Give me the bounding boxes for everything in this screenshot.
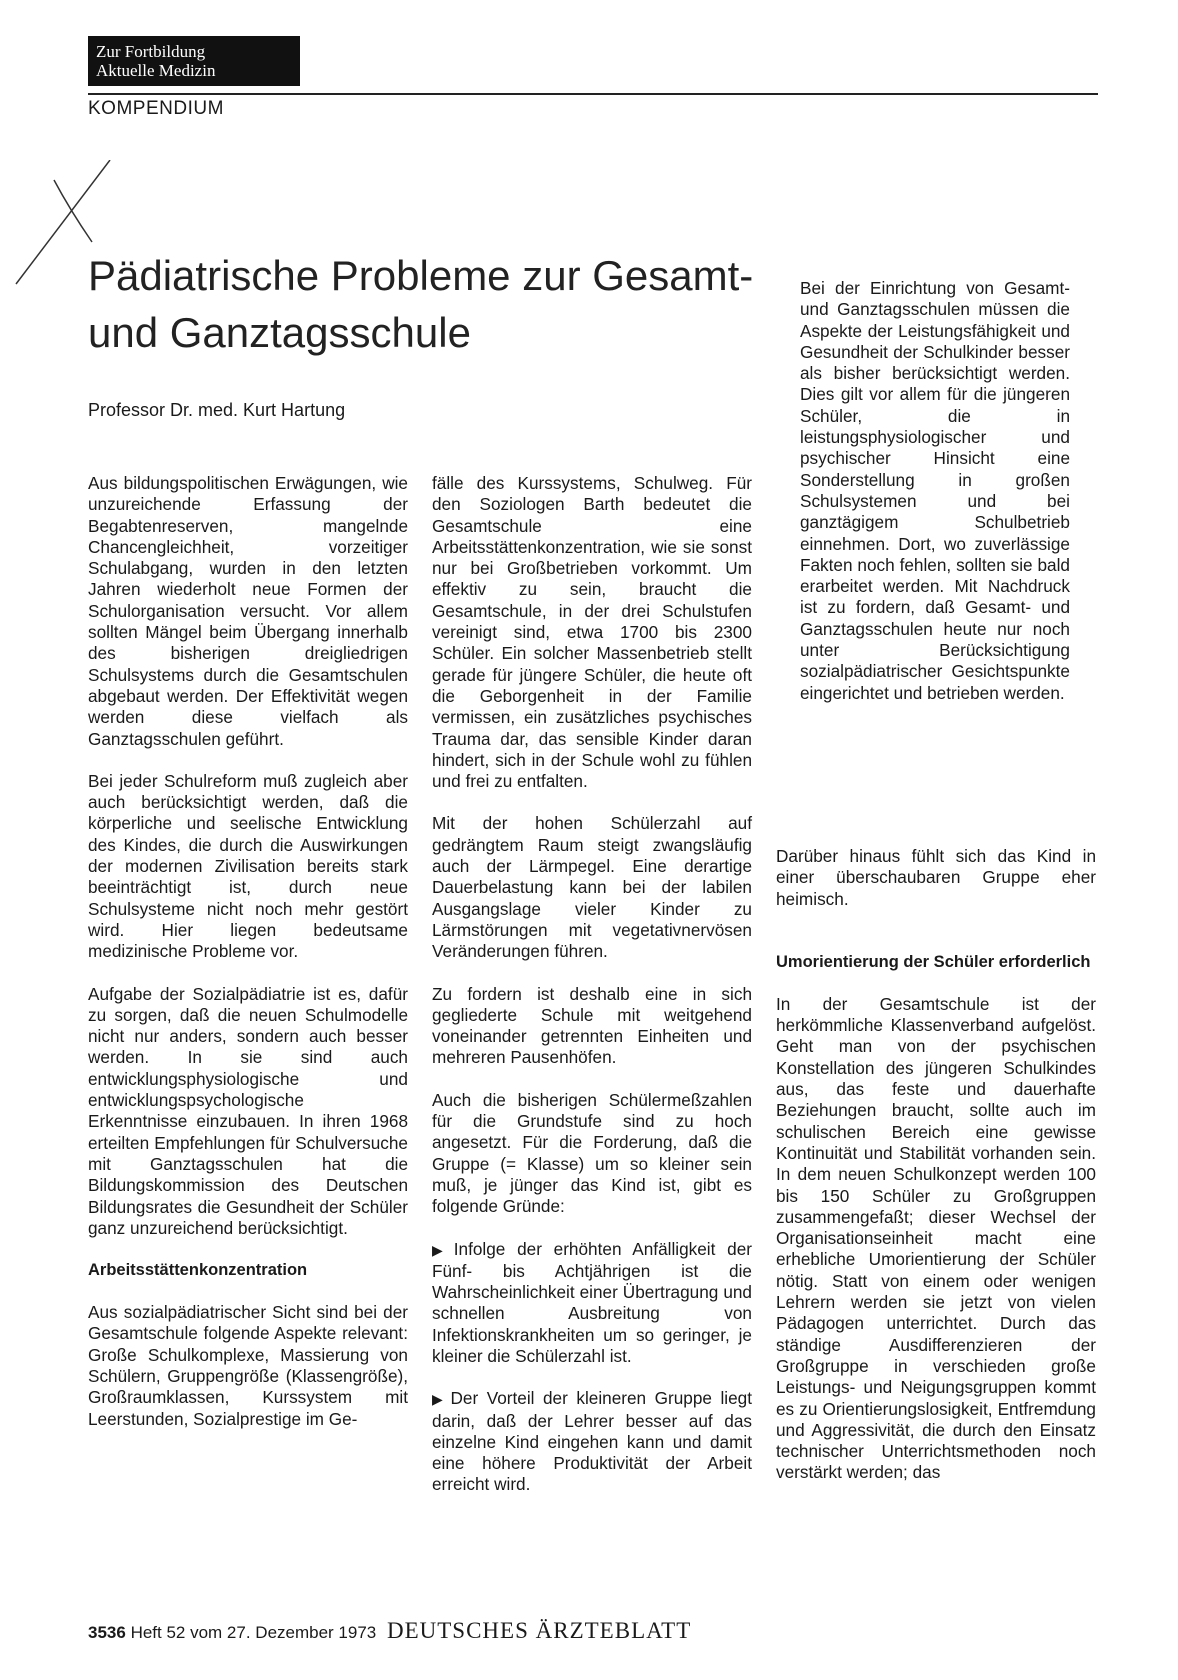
- bullet-text: Der Vorteil der kleineren Gruppe liegt darin, daß der Lehrer besser auf das einzelne Kind eingehen kann und damit eine höhere Produktivität der Arbeit erreicht wird.: [432, 1388, 752, 1495]
- paragraph: Auch die bisherigen Schülermeßzahlen für die Grundstufe sind zu hoch angesetzt. Für die Forderung, daß die Gruppe (= Klasse) um so kleiner sein muß, je jünger das Kind ist, gibt es folgende Gründe:: [432, 1089, 752, 1217]
- paragraph: Bei jeder Schulreform muß zugleich aber auch berücksichtigt werden, daß die körperliche und seelische Entwicklung des Kindes, die durch die Auswirkungen der modernen Zivilisation bereits stark beeinträchtigt ist, durch neue Schulsysteme nicht noch mehr gestört wird. Hier liegen bedeutsame medizinische Probleme vor.: [88, 770, 408, 962]
- page-footer: [88, 1618, 691, 1644]
- section-label: [88, 36, 300, 86]
- summary-box: [800, 278, 1070, 725]
- section-label-line2: Aktuelle Medizin: [96, 61, 216, 80]
- bullet-text: Infolge der erhöhten Anfälligkeit der Fünf- bis Achtjährigen ist die Wahrscheinlichkeit einer Übertragung und schnellen Ausbreitung von Infektionskrankheiten um so geringer, je kleiner die Schülerzahl ist.: [432, 1238, 752, 1366]
- paragraph: In der Gesamtschule ist der herkömmliche Klassenverband aufgelöst. Geht man von der psychischen Konstellation des jüngeren Schulkindes aus, das feste und dauerhafte Beziehungen braucht, sollte auch im schulischen Bereich eine gewisse Kontinuität und Stabilität vorhanden sein. In dem neuen Schulkonzept werden 100 bis 150 Schüler zu Großgruppen zusammengefaßt; dieser Wechsel der Organisationseinheit macht eine erhebliche Umorientierung der Schüler nötig. Statt von einem oder wenigen Lehrern werden sie jetzt von vielen Pädagogen unterrichtet. Durch das ständige Ausdifferenzieren der Großgruppe in verschieden große Leistungs- und Neigungsgruppen kommt es zu Orientierungslosigkeit, Entfremdung und Aggressivität, die durch den Einsatz technischer Unterrichtsmethoden noch verstärkt werden; das: [776, 993, 1096, 1483]
- section-heading: Umorientierung der Schüler erforderlich: [776, 952, 1091, 971]
- paragraph: Aus sozialpädiatrischer Sicht sind bei der Gesamtschule folgende Aspekte relevant: Große Schulkomplexe, Massierung von Schülern, Gruppengröße (Klassengröße), Großraumklassen, Kurssystem mit Leerstunden, Sozialprestige im Ge-: [88, 1302, 408, 1429]
- summary-text: Bei der Einrichtung von Gesamt- und Ganztagsschulen müssen die Aspekte der Leistungsfähigkeit und Gesundheit der Schulkinder besser als bisher berücksichtigt werden. Dies gilt vor allem für die jüngeren Schüler, die in leistungsphysiologischer und psychischer Hinsicht eine Sonderstellung in großen Schulsystemen und bei ganztägigem Schulbetrieb einnehmen. Dort, wo zuverlässige Fakten noch fehlen, sollten sie bald erarbeitet werden. Mit Nachdruck ist zu fordern, daß Gesamt- und Ganztagsschulen heute nur noch unter Berücksichtigung sozialpädiatrischer Gesichtspunkte eingerichtet und betrieben werden.: [800, 278, 1070, 703]
- paragraph: Darüber hinaus fühlt sich das Kind in einer überschaubaren Gruppe eher heimisch.: [776, 846, 1096, 909]
- bullet-item: [432, 1239, 752, 1368]
- paragraph: Aufgabe der Sozialpädiatrie ist es, dafür zu sorgen, daß die neuen Schulmodelle nicht nur anders, sondern auch besser werden. In sie sind auch entwicklungsphysiologische und entwicklungspsychologische Erkenntnisse einzubauen. In ihren 1968 erteilten Empfehlungen für Schulversuche mit Ganztagsschulen hat die Bildungskommission des Deutschen Bildungsrates die Gesundheit der Schüler ganz unzureichend berücksichtigt.: [88, 983, 408, 1238]
- article-author: Professor Dr. med. Kurt Hartung: [88, 400, 346, 420]
- triangle-right-icon: ▶: [432, 1391, 447, 1408]
- issue-info: Heft 52 vom 27. Dezember 1973: [130, 1623, 377, 1642]
- article-title: Pädiatrische Probleme zur Gesamt- und Ganztagsschule: [88, 252, 754, 356]
- paragraph: fälle des Kurssystems, Schulweg. Für den Soziologen Barth bedeutet die Gesamtschule eine Arbeitsstättenkonzentration, wie sie sonst nur bei Großbetrieben vorkommt. Um effektiv zu sein, braucht die Gesamtschule, in der drei Schulstufen vereinigt sind, etwa 1700 bis 2300 Schüler. Ein solcher Massenbetrieb stellt gerade für jüngere Schüler, die heute oft die Geborgenheit in der Familie vermissen, ein zusätzliches psychisches Trauma dar, das sensible Kinder daran hindert, sich in der Schule wohl zu fühlen und frei zu entfalten.: [432, 473, 752, 792]
- triangle-right-icon: ▶: [432, 1241, 450, 1258]
- section-label-line1: Zur Fortbildung: [96, 42, 206, 61]
- column-3: [776, 846, 1096, 1505]
- paragraph: Mit der hohen Schülerzahl auf gedrängtem Raum steigt zwangsläufig auch der Lärmpegel. Eine derartige Dauerbelastung kann bei der labilen Ausgangslage vieler Kinder zu Lärmstörungen mit vegetativnervösen Veränderungen führen.: [432, 813, 752, 962]
- column-1: [88, 473, 408, 1451]
- paragraph: Zu fordern ist deshalb eine in sich gegliederte Schule mit weitgehend voneinander getrennten Einheiten und mehreren Pausenhöfen.: [432, 983, 752, 1068]
- journal-name: DEUTSCHES ÄRZTEBLATT: [386, 1618, 692, 1643]
- bullet-item: [432, 1388, 752, 1495]
- column-2: [432, 473, 752, 1517]
- section-heading: Arbeitsstättenkonzentration: [88, 1261, 308, 1280]
- paragraph: Aus bildungspolitischen Erwägungen, wie unzureichende Erfassung der Begabtenreserven, mangelnde Chancengleichheit, vorzeitiger Schulabgang, wurden in den letzten Jahren wiederholt neue Formen der Schulorganisation versucht. Vor allem sollten Mängel beim Übergang innerhalb des bisherigen dreigliedrigen Schulsystems durch die Gesamtschulen abgebaut werden. Der Effektivität wegen werden diese vielfach als Ganztagsschulen geführt.: [88, 473, 408, 749]
- category-label: KOMPENDIUM: [88, 98, 224, 119]
- header-rule: [88, 93, 1098, 95]
- page-number: 3536: [88, 1623, 126, 1642]
